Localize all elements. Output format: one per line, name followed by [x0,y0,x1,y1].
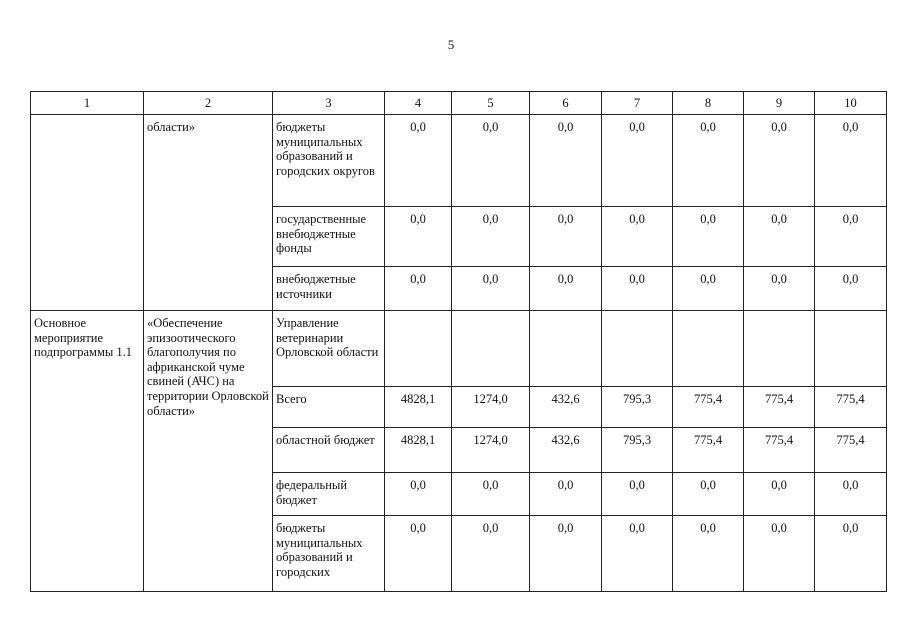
funding-source-cell: областной бюджет [273,428,385,473]
value-cell [452,311,530,387]
measure-name-cell [31,115,144,311]
value-cell: 775,4 [744,428,815,473]
value-cell: 432,6 [530,387,602,428]
value-cell: 0,0 [452,516,530,592]
value-cell: 4828,1 [385,428,452,473]
header-cell: 1 [31,92,144,115]
value-cell: 775,4 [673,428,744,473]
value-cell: 0,0 [673,473,744,516]
value-cell: 0,0 [815,473,887,516]
header-cell: 7 [602,92,673,115]
value-cell: 775,4 [815,428,887,473]
value-cell: 1274,0 [452,387,530,428]
value-cell: 0,0 [452,115,530,207]
value-cell: 0,0 [744,473,815,516]
value-cell: 0,0 [673,115,744,207]
value-cell: 1274,0 [452,428,530,473]
value-cell: 432,6 [530,428,602,473]
funding-source-cell: бюджеты муниципальных образований и городских округов [273,115,385,207]
header-cell: 6 [530,92,602,115]
value-cell: 0,0 [530,267,602,311]
value-cell: 0,0 [385,473,452,516]
value-cell: 0,0 [602,516,673,592]
value-cell: 0,0 [744,267,815,311]
value-cell: 0,0 [673,267,744,311]
value-cell: 0,0 [530,516,602,592]
value-cell: 0,0 [602,473,673,516]
value-cell [815,311,887,387]
value-cell: 0,0 [530,207,602,267]
value-cell: 0,0 [673,207,744,267]
funding-source-cell: Всего [273,387,385,428]
value-cell: 0,0 [385,115,452,207]
header-cell: 5 [452,92,530,115]
header-cell: 3 [273,92,385,115]
value-cell: 0,0 [744,207,815,267]
value-cell: 0,0 [602,207,673,267]
table-row [31,311,887,387]
value-cell: 0,0 [602,115,673,207]
value-cell: 0,0 [815,516,887,592]
value-cell: 0,0 [602,267,673,311]
value-cell: 0,0 [815,267,887,311]
budget-table [30,91,887,592]
funding-source-cell: бюджеты муниципальных образований и городских [273,516,385,592]
value-cell: 0,0 [452,207,530,267]
value-cell: 0,0 [385,267,452,311]
funding-source-cell: федеральный бюджет [273,473,385,516]
header-cell: 4 [385,92,452,115]
value-cell: 0,0 [530,115,602,207]
measure-name-cell: Основное мероприятие подпрограммы 1.1 [31,311,144,592]
measure-description-cell: области» [144,115,273,311]
header-cell: 2 [144,92,273,115]
value-cell: 0,0 [815,115,887,207]
value-cell [385,311,452,387]
value-cell: 0,0 [530,473,602,516]
value-cell: 795,3 [602,387,673,428]
value-cell [530,311,602,387]
value-cell: 0,0 [744,516,815,592]
funding-source-cell: государственные внебюджетные фонды [273,207,385,267]
table-row [31,115,887,207]
value-cell: 0,0 [744,115,815,207]
value-cell: 775,4 [815,387,887,428]
header-cell: 10 [815,92,887,115]
funding-source-cell: внебюджетные источники [273,267,385,311]
value-cell: 775,4 [673,387,744,428]
value-cell: 0,0 [452,473,530,516]
value-cell [602,311,673,387]
header-cell: 9 [744,92,815,115]
value-cell: 0,0 [815,207,887,267]
measure-description-cell: «Обеспечение эпизоотического благополучия по африканской чуме свиней (АЧС) на территории Орловской области» [144,311,273,592]
table-header-row [31,92,887,115]
funding-source-cell: Управление ветеринарии Орловской области [273,311,385,387]
value-cell: 0,0 [452,267,530,311]
header-cell: 8 [673,92,744,115]
value-cell [673,311,744,387]
value-cell: 4828,1 [385,387,452,428]
value-cell: 775,4 [744,387,815,428]
value-cell [744,311,815,387]
value-cell: 0,0 [385,207,452,267]
value-cell: 0,0 [673,516,744,592]
value-cell: 795,3 [602,428,673,473]
page-number: 5 [447,37,455,52]
value-cell: 0,0 [385,516,452,592]
